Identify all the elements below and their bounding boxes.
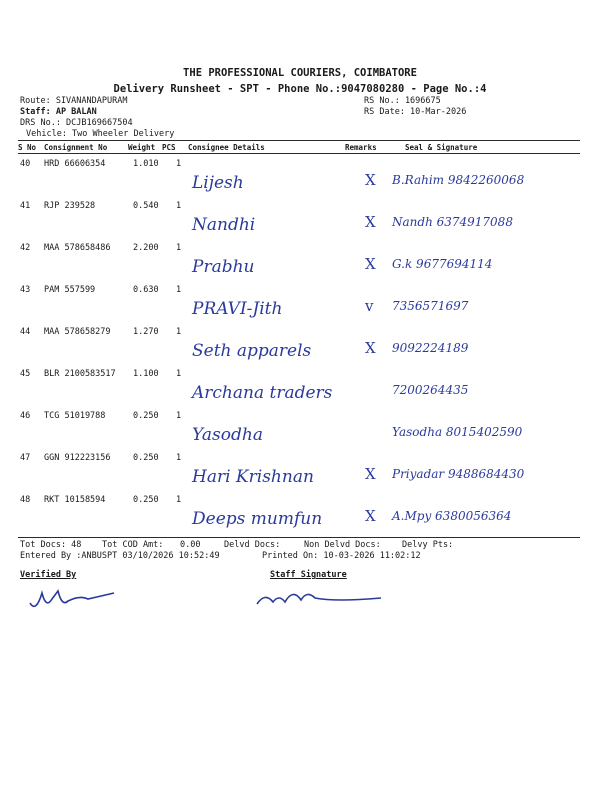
row-consignee-handwriting: Seth apparels [192,341,312,361]
row-remark-handwriting: v [365,297,374,315]
row-consignee-handwriting: Lijesh [192,173,244,193]
row-weight: 1.270 [133,327,159,337]
total-docs: Tot Docs: 48 [20,540,82,550]
row-consignment: GGN 912223156 [44,453,111,463]
row-weight: 1.100 [133,369,159,379]
row-sno: 46 [20,411,31,421]
footer-rule [18,537,580,538]
staff-label: Staff: AP BALAN [20,107,97,117]
runsheet-subtitle: Delivery Runsheet - SPT - Phone No.:9047080280 - Page No.:4 [113,83,487,95]
row-consignment: RJP 239528 [44,201,96,211]
total-cod-label: Tot COD Amt: [102,540,164,550]
row-sno: 41 [20,201,31,211]
row-consignment: BLR 2100583517 [44,369,116,379]
row-consignee-handwriting: Archana traders [192,383,333,403]
row-seal-handwriting: Yasodha 8015402590 [392,425,523,439]
row-seal-handwriting: A.Mpy 6380056364 [392,509,512,523]
vehicle-label: Vehicle: Two Wheeler Delivery [26,129,175,139]
staff-signature [255,582,385,616]
row-sno: 44 [20,327,31,337]
row-pcs: 1 [176,327,182,337]
row-weight: 1.010 [133,159,159,169]
row-weight: 0.540 [133,201,159,211]
row-seal-handwriting: Nandh 6374917088 [392,215,513,229]
row-consignee-handwriting: Nandhi [192,215,256,235]
row-consignment: TCG 51019788 [44,411,106,421]
row-sno: 48 [20,495,31,505]
row-consignee-handwriting: PRAVI-Jith [192,299,283,319]
row-remark-handwriting: X [365,465,376,483]
row-remark-handwriting: X [365,339,376,357]
row-consignee-handwriting: Yasodha [192,425,263,445]
row-sno: 45 [20,369,31,379]
col-sno: S No [18,143,37,152]
row-consignment: MAA 578658486 [44,243,111,253]
row-seal-handwriting: G.k 9677694114 [392,257,493,271]
row-sno: 40 [20,159,31,169]
row-consignee-handwriting: Deeps mumfun [192,509,323,529]
row-pcs: 1 [176,159,182,169]
row-pcs: 1 [176,453,182,463]
rs-number: RS No.: 1696675 [364,96,441,106]
row-pcs: 1 [176,369,182,379]
row-pcs: 1 [176,411,182,421]
row-consignment: PAM 557599 [44,285,96,295]
row-remark-handwriting: X [365,213,376,231]
row-consignee-handwriting: Hari Krishnan [192,467,314,487]
row-weight: 2.200 [133,243,159,253]
row-weight: 0.250 [133,495,159,505]
drs-label: DRS No.: DCJB169667504 [20,118,133,128]
company-title: THE PROFESSIONAL COURIERS, COIMBATORE [183,67,417,79]
row-seal-handwriting: Priyadar 9488684430 [392,467,525,481]
delivered-docs: Delvd Docs: [224,540,281,550]
col-pcs: PCS [162,143,176,152]
row-remark-handwriting: X [365,507,376,525]
row-sno: 42 [20,243,31,253]
row-consignment: RKT 10158594 [44,495,106,505]
row-seal-handwriting: B.Rahim 9842260068 [392,173,525,187]
col-consignee: Consignee Details [188,143,265,152]
row-seal-handwriting: 7356571697 [392,299,469,313]
rs-date: RS Date: 10-Mar-2026 [364,107,467,117]
row-pcs: 1 [176,243,182,253]
row-seal-handwriting: 7200264435 [392,383,469,397]
row-pcs: 1 [176,285,182,295]
row-weight: 0.250 [133,453,159,463]
total-cod-value: 0.00 [180,540,201,550]
row-consignee-handwriting: Prabhu [192,257,255,277]
row-seal-handwriting: 9092224189 [392,341,469,355]
col-seal: Seal & Signature [405,143,478,152]
row-weight: 0.250 [133,411,159,421]
row-pcs: 1 [176,201,182,211]
header-bottom-rule [18,153,580,154]
row-weight: 0.630 [133,285,159,295]
row-consignment: MAA 578658279 [44,327,111,337]
col-remarks: Remarks [345,143,377,152]
non-delivered-docs: Non Delvd Docs: [304,540,381,550]
verifier-signature [28,585,118,619]
staff-signature-label: Staff Signature [270,570,347,580]
row-sno: 47 [20,453,31,463]
verified-by-label: Verified By [20,570,77,580]
entered-by: Entered By :ANBUSPT 03/10/2026 10:52:49 [20,551,220,561]
header-top-rule [18,140,580,141]
row-pcs: 1 [176,495,182,505]
row-consignment: HRD 66606354 [44,159,106,169]
row-remark-handwriting: X [365,255,376,273]
route-label: Route: SIVANANDAPURAM [20,96,128,106]
col-consignment: Consignment No [44,143,108,152]
delivery-points: Delvy Pts: [402,540,454,550]
printed-on: Printed On: 10-03-2026 11:02:12 [262,551,421,561]
row-sno: 43 [20,285,31,295]
row-remark-handwriting: X [365,171,376,189]
col-weight: Weight [128,143,156,152]
